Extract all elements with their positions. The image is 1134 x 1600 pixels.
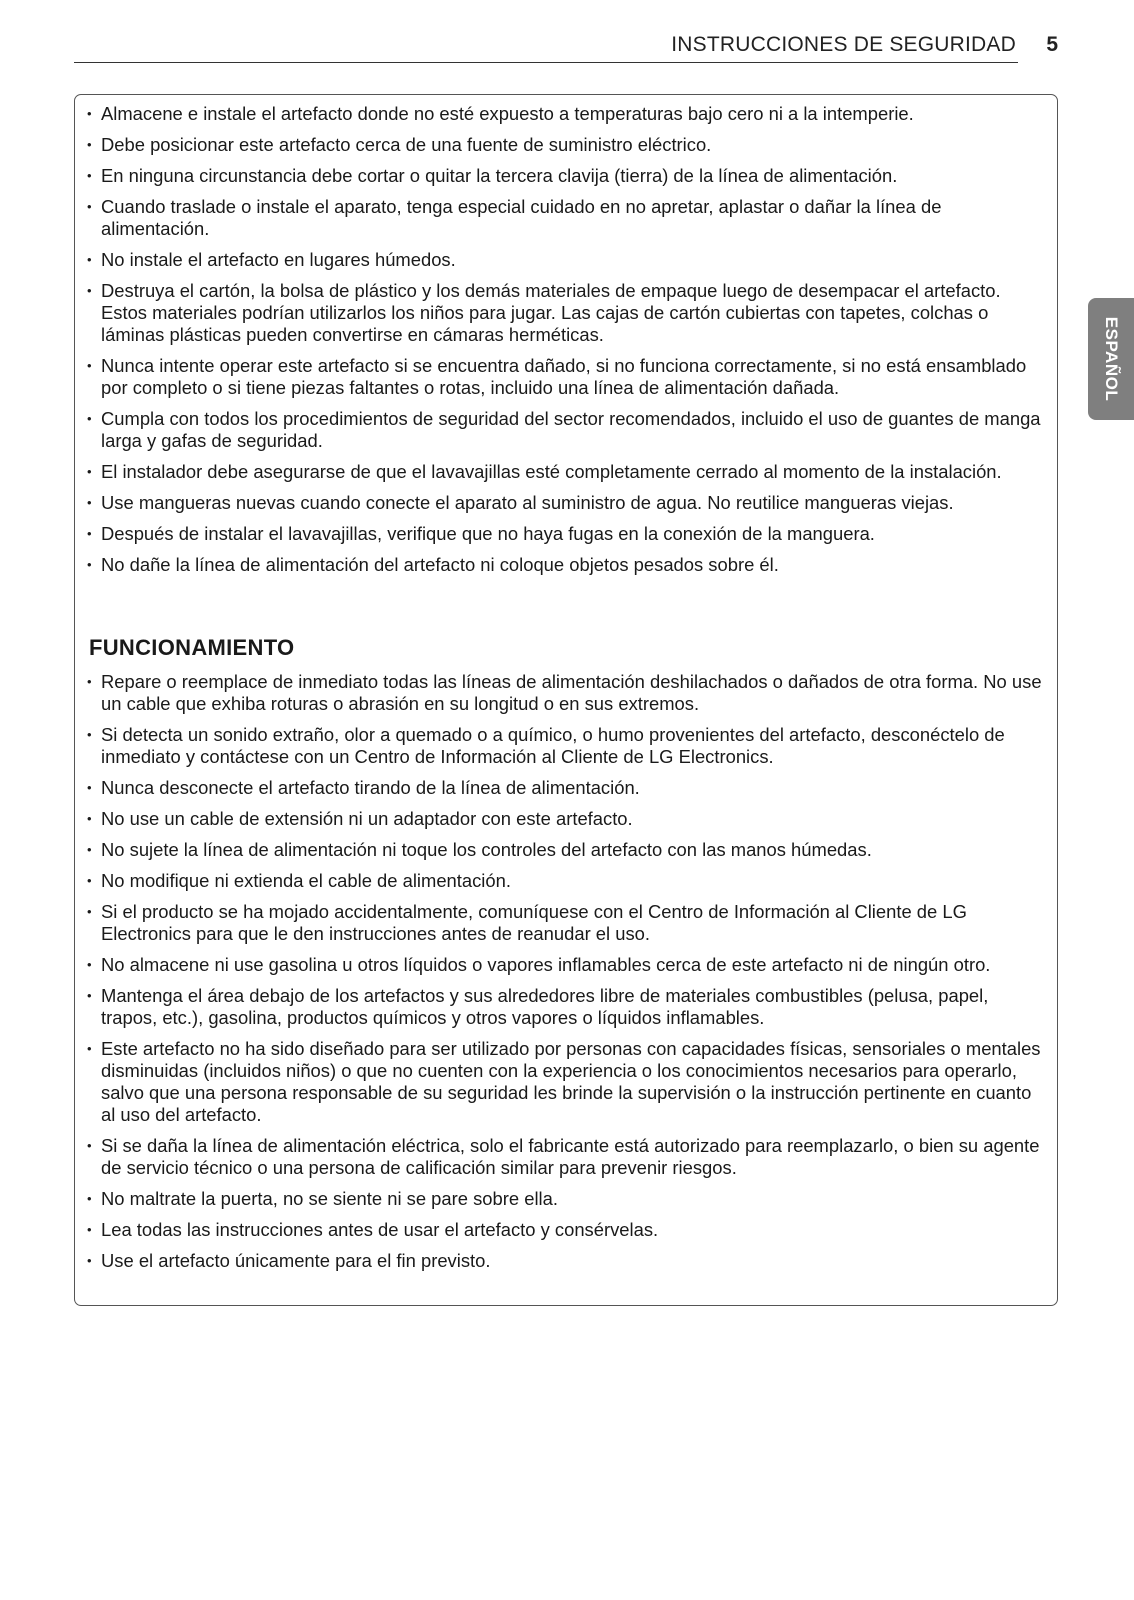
bullet-icon: •: [87, 1253, 92, 1268]
bullet-icon: •: [87, 557, 92, 572]
list-item: [87, 461, 1049, 483]
bullet-icon: •: [87, 842, 92, 857]
list-item: [87, 1250, 1049, 1272]
bullet-icon: •: [87, 199, 92, 214]
list-item: [87, 870, 1049, 892]
bullet-icon: •: [87, 1191, 92, 1206]
bullet-icon: •: [87, 811, 92, 826]
list-item-text: No use un cable de extensión ni un adaptador con este artefacto.: [101, 808, 633, 829]
bullet-icon: •: [87, 137, 92, 152]
language-tab: [1088, 298, 1134, 420]
list-item: [87, 901, 1049, 945]
list-item-text: Use mangueras nuevas cuando conecte el aparato al suministro de agua. No reutilice mangueras viejas.: [101, 492, 954, 513]
list-item: [87, 671, 1049, 715]
bullet-icon: •: [87, 904, 92, 919]
list-item: [87, 1188, 1049, 1210]
list-item: [87, 1219, 1049, 1241]
page-number: 5: [1046, 33, 1058, 56]
list-item: [87, 839, 1049, 861]
bullet-icon: •: [87, 168, 92, 183]
list-item: [87, 165, 1049, 187]
list-item-text: Debe posicionar este artefacto cerca de una fuente de suministro eléctrico.: [101, 134, 712, 155]
bullet-icon: •: [87, 106, 92, 121]
language-tab-label: ESPAÑOL: [1102, 316, 1121, 402]
list-item-text: Si se daña la línea de alimentación eléctrica, solo el fabricante está autorizado para reemplazarlo, o bien su agente de servicio técnico o una persona de calificación similar para prevenir riesgos.: [101, 1135, 1040, 1178]
bullet-icon: •: [87, 283, 92, 298]
header-title: INSTRUCCIONES DE SEGURIDAD: [671, 33, 1016, 56]
list-item-text: Repare o reemplace de inmediato todas las líneas de alimentación deshilachados o dañados de otra forma. No use un cable que exhiba roturas o abrasión en su longitud o en sus extremos.: [101, 671, 1042, 714]
bullet-icon: •: [87, 1138, 92, 1153]
bullet-icon: •: [87, 674, 92, 689]
bullet-icon: •: [87, 780, 92, 795]
list-item-text: No modifique ni extienda el cable de alimentación.: [101, 870, 511, 891]
list-item-text: El instalador debe asegurarse de que el lavavajillas esté completamente cerrado al momento de la instalación.: [101, 461, 1002, 482]
bullet-icon: •: [87, 1222, 92, 1237]
list-item: [87, 134, 1049, 156]
bullet-icon: •: [87, 873, 92, 888]
list-item: [87, 196, 1049, 240]
bullet-icon: •: [87, 988, 92, 1003]
bullet-icon: •: [87, 464, 92, 479]
bullet-icon: •: [87, 252, 92, 267]
list-item-text: No maltrate la puerta, no se siente ni se pare sobre ella.: [101, 1188, 558, 1209]
page-header: [74, 28, 1060, 64]
list-item: [87, 523, 1049, 545]
list-item: [87, 777, 1049, 799]
list-item-text: Si el producto se ha mojado accidentalmente, comuníquese con el Centro de Información al Cliente de LG Electronics para que le den instrucciones antes de reanudar el uso.: [101, 901, 967, 944]
bullet-icon: •: [87, 495, 92, 510]
list-item: [87, 554, 1049, 576]
bullet-icon: •: [87, 1041, 92, 1056]
bullet-icon: •: [87, 957, 92, 972]
bullet-icon: •: [87, 411, 92, 426]
list-item-text: Lea todas las instrucciones antes de usar el artefacto y consérvelas.: [101, 1219, 659, 1240]
bullet-icon: •: [87, 526, 92, 541]
list-item-text: Destruya el cartón, la bolsa de plástico y los demás materiales de empaque luego de desempacar el artefacto. Estos materiales podrían utilizarlos los niños para jugar. Las cajas de cartón cubiertas con tapetes, colchas o láminas plásticas pueden convertirse en cámaras herméticas.: [101, 280, 1001, 345]
list-item-text: Después de instalar el lavavajillas, verifique que no haya fugas en la conexión de la manguera.: [101, 523, 875, 544]
list-item-text: No instale el artefacto en lugares húmedos.: [101, 249, 456, 270]
list-item: [87, 808, 1049, 830]
list-item: [87, 1038, 1049, 1126]
list-item: [87, 954, 1049, 976]
list-item: [87, 492, 1049, 514]
list-item-text: No almacene ni use gasolina u otros líquidos o vapores inflamables cerca de este artefacto ni de ningún otro.: [101, 954, 991, 975]
list-item-text: Si detecta un sonido extraño, olor a quemado o a químico, o humo provenientes del artefacto, desconéctelo de inmediato y contáctese con un Centro de Información al Cliente de LG Electronics.: [101, 724, 1005, 767]
list-item: [87, 1135, 1049, 1179]
bullet-icon: •: [87, 358, 92, 373]
operation-list: [87, 671, 1049, 1281]
bullet-icon: •: [87, 727, 92, 742]
list-item-text: No sujete la línea de alimentación ni toque los controles del artefacto con las manos húmedas.: [101, 839, 872, 860]
safety-instructions-box: [74, 94, 1058, 1306]
list-item-text: Mantenga el área debajo de los artefactos y sus alrededores libre de materiales combustibles (pelusa, papel, trapos, etc.), gasolina, productos químicos y otros vapores o líquidos inflamables.: [101, 985, 989, 1028]
installation-list: [87, 103, 1049, 585]
list-item-text: Este artefacto no ha sido diseñado para ser utilizado por personas con capacidades físicas, sensoriales o mentales disminuidas (incluidos niños) o que no cuenten con la experiencia o los conocimientos necesarios para operarlo, salvo que una persona responsable de su seguridad les brinde la supervisión o la instrucción pertinente en cuanto al uso del artefacto.: [101, 1038, 1041, 1125]
list-item: [87, 985, 1049, 1029]
list-item-text: Cumpla con todos los procedimientos de seguridad del sector recomendados, incluido el uso de guantes de manga larga y gafas de seguridad.: [101, 408, 1041, 451]
list-item: [87, 103, 1049, 125]
list-item-text: Nunca desconecte el artefacto tirando de la línea de alimentación.: [101, 777, 640, 798]
list-item-text: Almacene e instale el artefacto donde no esté expuesto a temperaturas bajo cero ni a la intemperie.: [101, 103, 914, 124]
list-item-text: Nunca intente operar este artefacto si se encuentra dañado, si no funciona correctamente, si no está ensamblado por completo o si tiene piezas faltantes o rotas, incluido una línea de alimentación dañada.: [101, 355, 1027, 398]
list-item: [87, 408, 1049, 452]
list-item: [87, 724, 1049, 768]
list-item-text: En ninguna circunstancia debe cortar o quitar la tercera clavija (tierra) de la línea de alimentación.: [101, 165, 898, 186]
list-item-text: No dañe la línea de alimentación del artefacto ni coloque objetos pesados sobre él.: [101, 554, 779, 575]
list-item-text: Use el artefacto únicamente para el fin previsto.: [101, 1250, 491, 1271]
list-item: [87, 249, 1049, 271]
list-item-text: Cuando traslade o instale el aparato, tenga especial cuidado en no apretar, aplastar o dañar la línea de alimentación.: [101, 196, 942, 239]
list-item: [87, 280, 1049, 346]
section-title-operation: FUNCIONAMIENTO: [89, 635, 295, 660]
header-rule: [74, 62, 1018, 63]
list-item: [87, 355, 1049, 399]
